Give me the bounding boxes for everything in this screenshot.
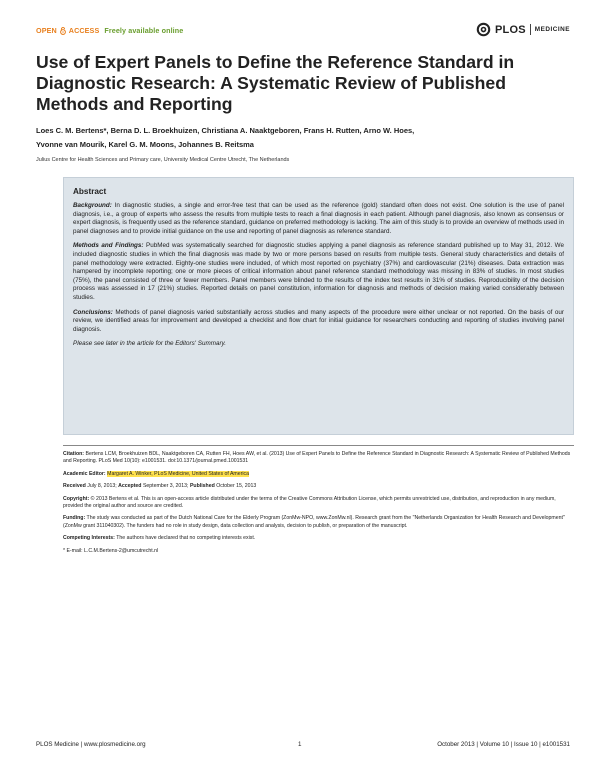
competing-interests [63, 535, 574, 542]
plos-brand: PLOS [495, 23, 526, 36]
plos-logo-icon [476, 22, 491, 37]
citation-label: Citation: [63, 451, 85, 457]
dates [63, 483, 574, 490]
editors-summary-note: Please see later in the article for the Editors' Summary. [73, 340, 226, 348]
article-title: Use of Expert Panels to Define the Reference Standard in Diagnostic Research: A Systematic Review of Published Methods and Reporting [36, 52, 515, 114]
citation-text: Bertens LCM, Broekhuizen BDL, Naaktgeboren CA, Rutten FH, Hoes AW, et al. (2013) Use of Expert Panels to Define the Reference Standard in Diagnostic Research: A Systematic Review of Published Methods and Reporting. PLoS Med 10(10): e1001531. doi:10.1371/journal.pmed.1001531 [63, 451, 571, 465]
abstract-methods [73, 242, 564, 302]
author-line-2: Yvonne van Mourik, Karel G. M. Moons, Johannes B. Reitsma [36, 139, 254, 149]
academic-editor [63, 471, 574, 478]
background-label: Background: [73, 202, 112, 209]
page-number: 1 [298, 741, 302, 748]
copyright-label: Copyright: [63, 495, 90, 502]
abstract-box [63, 177, 574, 435]
affiliation: Julius Centre for Health Sciences and Primary care, University Medical Centre Utrecht, The Netherlands [36, 157, 290, 163]
methods-text: PubMed was systematically searched for diagnostic studies applying a panel diagnosis as reference standard published up to May 31, 2012. We included diagnostic studies in which the final diagnosis was made by two or more persons based on results from multiple tests. General study characteristics and details of panel methodology were extracted. Eighty-one studies were included, of which most reported on psychiatry (37%) and cardiovascular (21%) diseases. Data extraction was hampered by incomplete reporting; one or more pieces of critical information about panel reference standard methodology was missing in 83% of studies. In most studies (75%), the panel consisted of three or fewer members. Panel members were blinded to the results of the index test results in 31% of studies. Reproducibility of the decision process was assessed in 17 (21%) studies. Reported details on panel constitution, information for diagnosis and methods of decision making varied considerably between studies. [73, 242, 564, 301]
journal-name: MEDICINE [534, 26, 570, 33]
contact-email[interactable]: * E-mail: L.C.M.Bertens-2@umcutrecht.nl [63, 547, 159, 554]
footer-journal-url: PLOS Medicine | www.plosmedicine.org [36, 741, 146, 748]
received-date: July 8, 2013; [87, 483, 117, 490]
plos-medicine-logo [476, 22, 570, 37]
funding-text: The study was conducted as part of the Dutch National Care for the Elderly Program (ZonMw-NPO, www.ZonMw.nl). Research grant from the "Netherlands Organization for Health Research and Development" (ZonMw grant 311040302). The funders had no role in study design, data collection and analysis, decision to publish, or preparation of the manuscript. [63, 515, 565, 529]
freely-available-label: Freely available online [104, 26, 184, 35]
author-line-1: Loes C. M. Bertens*, Berna D. L. Broekhuizen, Christiana A. Naaktgeboren, Frans H. Rutten, Arno W. Hoes, [36, 126, 415, 135]
accepted-label: Accepted [118, 483, 142, 490]
published-label: Published [189, 483, 215, 490]
abstract-heading: Abstract [73, 187, 107, 196]
funding-label: Funding: [63, 515, 86, 522]
author-list [36, 124, 572, 151]
open-access-lock-icon [59, 27, 67, 35]
open-label: OPEN [36, 26, 57, 35]
metadata-divider [63, 445, 574, 446]
copyright [63, 496, 574, 511]
footer-issue-info: October 2013 | Volume 10 | Issue 10 | e1001531 [437, 741, 570, 748]
received-label: Received [63, 483, 86, 490]
conclusions-text: Methods of panel diagnosis varied substantially across studies and many aspects of the procedure were either unclear or not reported. On the basis of our review, we identified areas for improvement and developed a checklist and flow chart for initial guidance for researchers conducting and reporting of studies involving panel diagnosis. [73, 308, 564, 333]
abstract-background [73, 202, 564, 236]
accepted-date: September 3, 2013; [142, 483, 189, 490]
copyright-text: © 2013 Bertens et al. This is an open-access article distributed under the terms of the Creative Commons Attribution License, which permits unrestricted use, distribution, and reproduction in any medium, provided the original author and source are credited. [63, 495, 556, 510]
editor-name: Margaret A. Winker, PLoS Medicine, United States of America [107, 470, 249, 477]
published-date: October 15, 2013 [216, 483, 257, 490]
article-metadata [63, 445, 574, 560]
editor-label: Academic Editor: [63, 470, 106, 477]
conclusions-label: Conclusions: [73, 308, 113, 316]
logo-divider [530, 24, 531, 35]
citation [63, 451, 574, 466]
competing-label: Competing Interests: [63, 535, 115, 542]
access-label: ACCESS [68, 26, 100, 35]
competing-text: The authors have declared that no competing interests exist. [114, 535, 256, 542]
abstract-conclusions [73, 309, 564, 335]
methods-label: Methods and Findings: [73, 242, 144, 250]
open-access-banner [36, 26, 183, 35]
funding [63, 515, 574, 530]
background-text: In diagnostic studies, a single and error-free test that can be used as the reference (gold) standard often does not exist. One solution is the use of panel diagnosis, i.e., a group of experts who assess the results from multiple tests to reach a final diagnosis in each patient. Although panel diagnosis, also known as consensus or expert diagnosis, is frequently used as the reference standard, guidance on preferred methodology is lacking. The aim of this study is to provide an overview of methods used in panel diagnoses and to provide initial guidance on the use and reporting of panel diagnosis as reference standard. [73, 202, 564, 235]
